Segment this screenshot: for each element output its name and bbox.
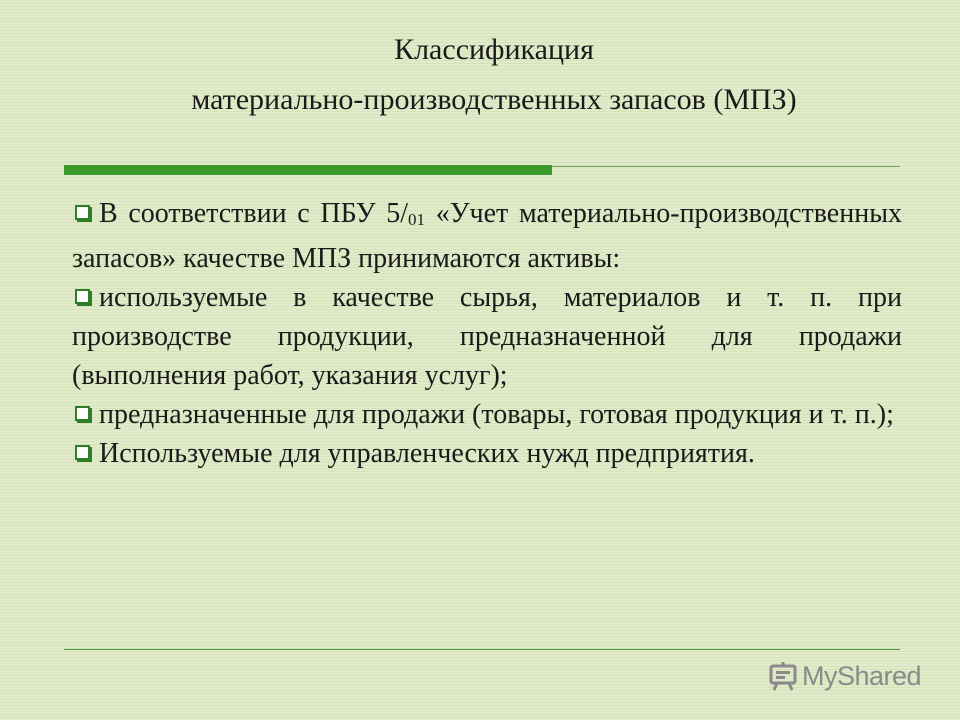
bullet-text-suffix: «Учет материально-производственных запасов» качестве МПЗ принимаются активы: <box>72 198 903 274</box>
presentation-board-icon <box>768 661 798 691</box>
bullet-text-subscript: 01 <box>408 210 426 229</box>
checkbox-bullet-icon <box>75 205 90 220</box>
bullet-text: предназначенные для продажи (товары, готовая продукция и т. п.); <box>99 399 894 430</box>
bullet-item <box>72 278 902 395</box>
slide-title-line-1: Классификация <box>394 33 594 66</box>
bullet-item <box>72 434 902 473</box>
checkbox-bullet-icon <box>75 445 90 460</box>
bullet-text: используемые в качестве сырья, материалов и т. п. при производстве продукции, предназначенной для продажи (выполнения работ, указания услуг); <box>72 282 902 391</box>
checkbox-bullet-icon <box>75 406 90 421</box>
bullet-item <box>72 395 902 434</box>
title-underline-thick <box>64 165 552 175</box>
checkbox-bullet-icon <box>75 289 90 304</box>
bullet-text: Используемые для управленческих нужд предприятия. <box>99 438 755 469</box>
title-underline-thin <box>552 166 900 167</box>
slide-title-line-2: материально-производственных запасов (МПЗ) <box>191 83 797 116</box>
footer-divider <box>64 649 900 650</box>
watermark-logo <box>768 656 938 696</box>
bullet-item <box>72 194 902 278</box>
bullet-list <box>72 194 902 473</box>
watermark-text: MyShared <box>802 660 922 691</box>
bullet-text-prefix: В соответствии с ПБУ 5/ <box>99 198 409 229</box>
